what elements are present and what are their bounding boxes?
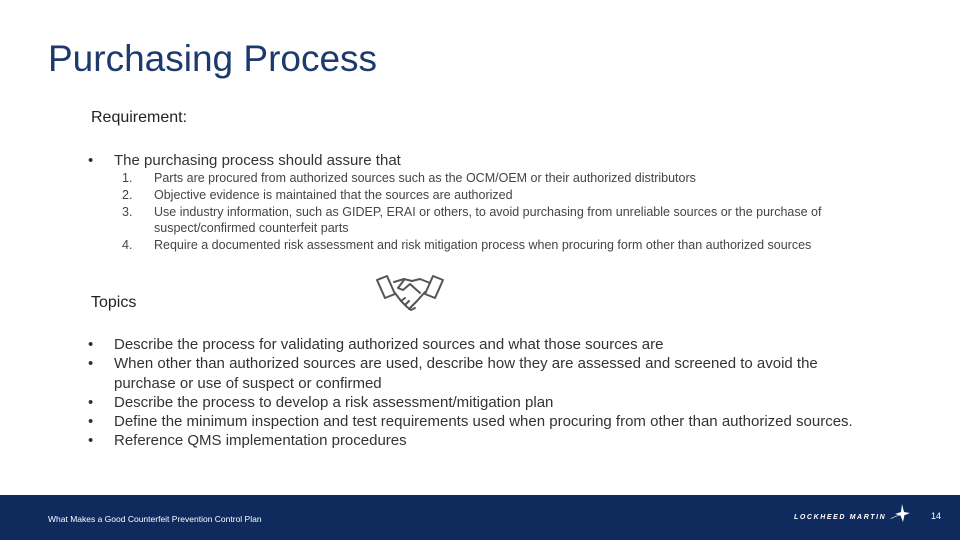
list-item-number: 2. — [122, 187, 133, 202]
star-logo-icon — [888, 502, 912, 526]
topic-text: Define the minimum inspection and test requirements used when procuring from other than authorized sources. — [114, 413, 853, 431]
topic-item — [88, 335, 868, 354]
list-item-text: Require a documented risk assessment and risk mitigation process when procuring form other than authorized sources — [154, 238, 812, 253]
topic-text: Describe the process to develop a risk assessment/mitigation plan — [114, 393, 554, 411]
list-item-number: 1. — [122, 171, 133, 185]
footer-title: What Makes a Good Counterfeit Prevention Control Plan — [48, 514, 262, 524]
list-item-text: Objective evidence is maintained that the sources are authorized — [154, 187, 513, 202]
footer-bar — [0, 495, 960, 540]
bullet-symbol: • — [88, 432, 94, 450]
bullet-symbol: • — [88, 393, 94, 411]
topic-item — [88, 354, 868, 393]
list-item-text: Parts are procured from authorized sources such as the OCM/OEM or their authorized distributors — [154, 171, 696, 185]
requirement-label: Requirement: — [91, 109, 188, 126]
company-logo-text: LOCKHEED MARTIN — [794, 514, 887, 521]
bullet-symbol: • — [88, 152, 94, 169]
topics-list — [88, 335, 868, 451]
bullet-symbol: • — [88, 336, 94, 353]
topic-text: When other than authorized sources are used, describe how they are assessed and screened to avoid the purchase or use of suspect or confirmed — [114, 355, 818, 392]
list-item — [122, 187, 842, 204]
bullet-symbol: • — [88, 413, 94, 431]
list-item-text: Use industry information, such as GIDEP, ERAI or others, to avoid purchasing from unreliable sources or the purchase of suspect/confirmed counterfeit parts — [154, 204, 822, 236]
page-number: 14 — [931, 511, 942, 521]
list-item-number: 3. — [122, 204, 133, 219]
topic-item — [88, 412, 868, 431]
list-item — [122, 170, 842, 187]
list-item — [122, 237, 842, 254]
topic-item — [88, 431, 868, 450]
numbered-list — [122, 170, 842, 254]
requirement-bullet — [88, 151, 854, 170]
topic-item — [88, 393, 868, 412]
topics-label: Topics — [91, 294, 137, 311]
requirement-bullet-text: The purchasing process should assure that — [114, 152, 401, 169]
topic-text: Reference QMS implementation procedures — [114, 432, 407, 450]
slide-title: Purchasing Process — [48, 38, 378, 79]
list-item — [122, 204, 842, 238]
handshake-icon — [374, 268, 446, 318]
list-item-number: 4. — [122, 238, 133, 253]
bullet-symbol: • — [88, 355, 94, 373]
topic-text: Describe the process for validating authorized sources and what those sources are — [114, 336, 664, 353]
